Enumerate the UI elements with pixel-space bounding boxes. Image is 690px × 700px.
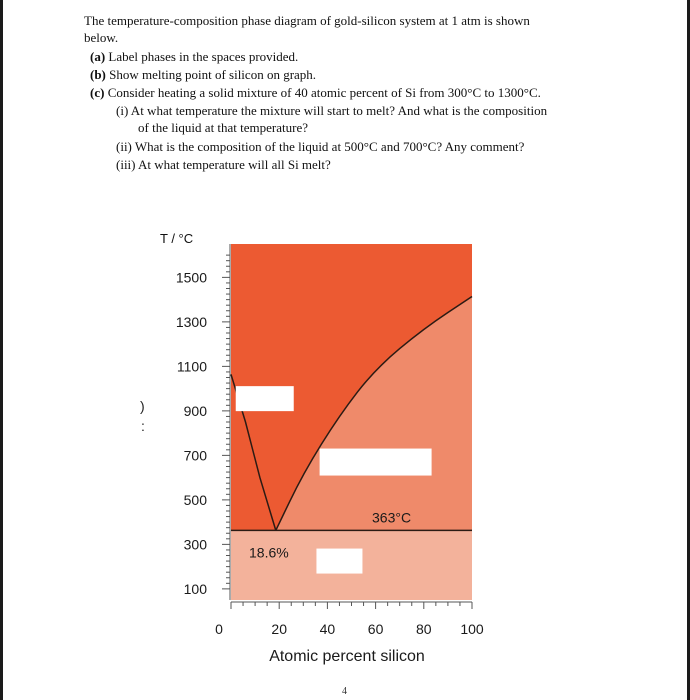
margin-mark-1: ) <box>140 398 145 414</box>
question-part-ciii: (iii) At what temperature will all Si melt? <box>116 157 331 172</box>
eutectic-temperature-label: 363°C <box>372 509 412 526</box>
question-part-ci-line1: (i) At what temperature the mixture will start to melt? And what is the composition <box>116 103 548 118</box>
margin-mark-2: : <box>141 418 145 434</box>
page-number: 4 <box>342 686 347 697</box>
question-intro-line1: The temperature-composition phase diagram of gold-silicon system at 1 atm is shown <box>84 13 530 28</box>
part-a-text: Label phases in the spaces provided. <box>105 49 299 64</box>
x-tick-label: 40 <box>319 621 336 637</box>
part-c-text: Consider heating a solid mixture of 40 atomic percent of Si from 300°C to 1300°C. <box>104 85 541 100</box>
x-tick-label: 100 <box>460 621 484 637</box>
y-tick-label: 1500 <box>175 269 207 286</box>
answer-box[interactable] <box>236 386 294 411</box>
y-minor-ticks <box>222 255 230 589</box>
y-tick-label: 900 <box>183 402 207 419</box>
question-part-ci-line2: of the liquid at that temperature? <box>138 120 309 135</box>
x-tick-label: 20 <box>271 621 287 637</box>
question-intro-line2: below. <box>84 30 119 45</box>
y-axis-label: T / °C <box>160 231 194 246</box>
part-a-label: (a) <box>90 49 106 64</box>
y-tick-label: 1300 <box>175 313 207 330</box>
x-tick-labels <box>215 621 484 637</box>
part-b-text: Show melting point of silicon on graph. <box>105 67 317 82</box>
y-tick-label: 100 <box>183 580 207 597</box>
x-minor-ticks <box>231 602 472 609</box>
answer-box[interactable] <box>320 449 432 476</box>
x-axis-label: Atomic percent silicon <box>269 648 425 665</box>
question-part-cii: (ii) What is the composition of the liquid at 500°C and 700°C? Any comment? <box>116 139 525 154</box>
x-tick-label: 80 <box>416 621 432 637</box>
y-tick-label: 1100 <box>176 358 207 375</box>
eutectic-composition-label: 18.6% <box>249 544 289 561</box>
y-tick-labels <box>176 269 207 597</box>
part-c-label: (c) <box>90 85 105 100</box>
x-tick-label: 0 <box>215 621 223 637</box>
x-tick-label: 60 <box>367 621 384 637</box>
y-tick-label: 500 <box>183 491 207 508</box>
y-tick-label: 700 <box>183 447 207 464</box>
y-tick-label: 300 <box>183 536 207 553</box>
part-b-label: (b) <box>90 67 106 82</box>
answer-box[interactable] <box>316 549 362 574</box>
